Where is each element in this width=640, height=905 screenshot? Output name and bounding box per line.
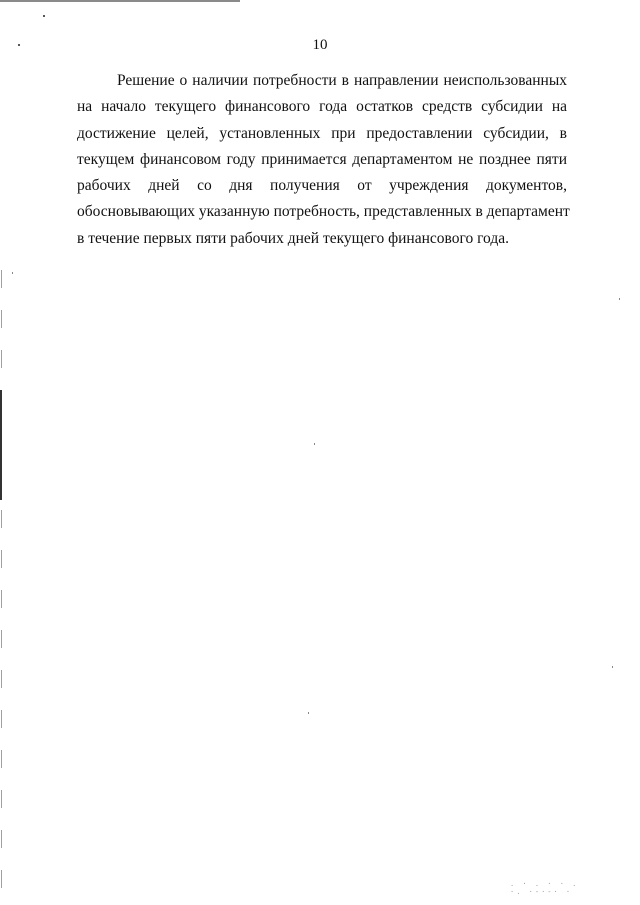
scan-top-rule (0, 0, 240, 2)
paragraph-line: Решение о наличии потребности в направлении неиспользованных (117, 72, 567, 89)
paragraph-line: в течение первых пяти рабочих дней текущего финансового года. (77, 229, 509, 247)
page-number: 10 (312, 37, 328, 53)
paragraph-line: на начало текущего финансового года остатков средств субсидии на (77, 98, 567, 116)
scan-speck (619, 298, 620, 300)
scan-speck (612, 666, 613, 668)
scan-left-edge-shadow (0, 390, 2, 500)
paragraph-line: обосновывающих указанную потребность, представленных в департамент (77, 203, 570, 221)
scan-footer-noise: . · . · · . ·. ·-·-· · (510, 880, 579, 896)
body-paragraph (77, 68, 570, 252)
scan-left-edge (1, 270, 2, 890)
paragraph-line: текущем финансовом году принимается департаментом не позднее пяти (77, 150, 567, 168)
paragraph-line: достижение целей, установленных при предоставлении субсидии, в (77, 124, 567, 142)
scan-speck (314, 443, 315, 445)
scan-speck (12, 272, 13, 274)
scan-speck (308, 712, 309, 714)
paragraph-line: рабочих дней со дня получения от учреждения документов, (77, 177, 567, 195)
scan-dot (43, 15, 45, 17)
